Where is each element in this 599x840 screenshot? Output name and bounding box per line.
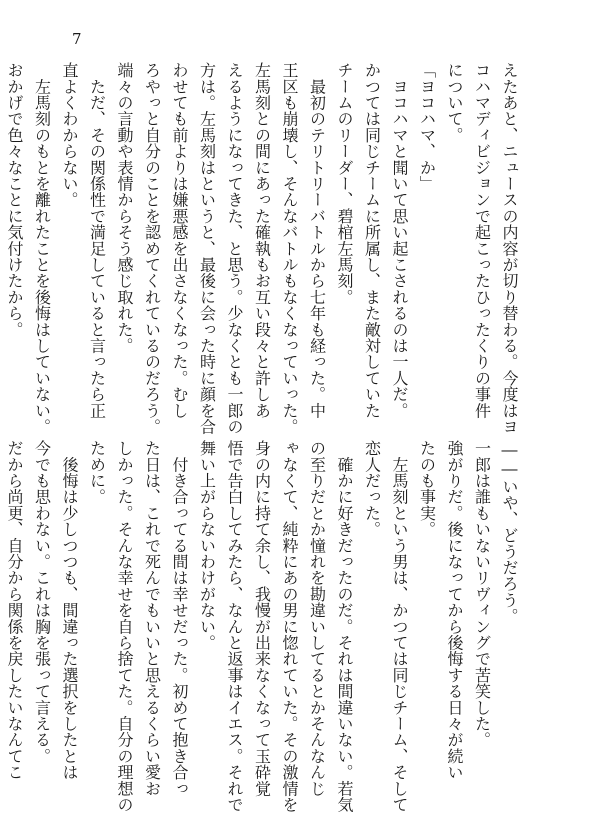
lower-text-line: 今でも思わない。これは胸を張って言える。 — [32, 440, 52, 764]
upper-text-line: について。 — [445, 62, 464, 143]
lower-text-line: 悟で告白してみたら、なんと返事はイエス。それで — [225, 440, 244, 813]
lower-text-line: の至りだとか憧れを勘違いしてるとかそんなんじ — [307, 440, 327, 797]
upper-text-line: わせても前よりは嫌悪感を出さなくなった。むし — [170, 62, 189, 419]
upper-text-line: 王区も崩壊し、そんなバトルもなくなっていった。 — [280, 62, 299, 435]
lower-text-line: しかった。そんな幸せを自ら捨てた。自分の理想の — [115, 440, 134, 813]
upper-text-line: 最初のテリトリーバトルから七年も経った。中 — [307, 62, 327, 419]
upper-text-line: ろやっと自分のことを認めてくれているのだろう。 — [142, 62, 162, 435]
lower-text-line: たのも事実。 — [417, 440, 437, 538]
upper-text-line: 左馬刻との間にあった確執もお互い段々と許しあ — [252, 62, 272, 419]
lower-text-line: だから尚更、自分から関係を戻したいなんてこ — [5, 440, 24, 781]
upper-text-line: 端々の言動や表情からそう感じ取れた。 — [115, 62, 134, 354]
lower-text-block — [1, 440, 524, 813]
upper-text-block — [1, 62, 524, 435]
lower-text-line: 左馬刻という男は、かつては同じチーム、そして — [390, 440, 409, 813]
lower-text-line: 付き合ってる間は幸せだった。初めて抱き合っ — [170, 440, 189, 797]
lower-text-line: 恋人だった。 — [362, 440, 382, 538]
upper-text-line: 左馬刻のもとを離れたことを後悔はしていない。 — [32, 62, 52, 435]
upper-text-line: チームのリーダー、碧棺左馬刻。 — [335, 62, 354, 305]
upper-text-line: えるようになってきた、と思う。少なくとも一郎の — [225, 62, 244, 435]
lower-text-line: ために。 — [87, 440, 107, 505]
lower-text-line: た日は、これで死んでもいいと思えるくらい愛お — [142, 440, 162, 797]
upper-text-line: ヨコハマと聞いて思い起こされるのは一人だ。 — [390, 62, 409, 419]
upper-text-line: かつては同じチームに所属し、また敵対していた — [362, 62, 382, 419]
lower-text-line: 一郎は誰もいないリヴィングで苦笑した。 — [472, 440, 492, 748]
lower-text-line: 確かに好きだったのだ。それは間違いない。若気 — [335, 440, 354, 813]
upper-text-line: えたあと、ニュースの内容が切り替わる。今度はヨ — [500, 62, 519, 435]
upper-text-line: 方は。左馬刻はというと、最後に会った時に顔を合 — [197, 62, 217, 435]
lower-text-line: 強がりだ。後になってから後悔する日々が続い — [445, 440, 464, 781]
lower-text-line: 身の内に持て余し、我慢が出来なくなって玉砕覚 — [252, 440, 272, 797]
upper-text-line: 「ヨコハマ、か」 — [417, 62, 437, 192]
lower-text-line: ゃなくて、純粋にあの男に惚れていた。その激情を — [280, 440, 299, 813]
upper-text-line: コハマディビジョンで起こったひったくりの事件 — [472, 62, 492, 419]
lower-text-line: ――いや、どうだろう。 — [500, 440, 519, 625]
upper-text-line: 直よくわからない。 — [60, 62, 79, 208]
lower-text-line: 舞い上がらないわけがない。 — [197, 440, 217, 651]
lower-text-line: 後悔は少しつつも、間違った選択をしたとは — [60, 440, 79, 781]
page-number: 7 — [72, 30, 82, 48]
upper-text-line: おかげで色々なことに気付けたから。 — [5, 62, 24, 338]
upper-text-line: ただ、その関係性で満足していると言ったら正 — [87, 62, 107, 419]
